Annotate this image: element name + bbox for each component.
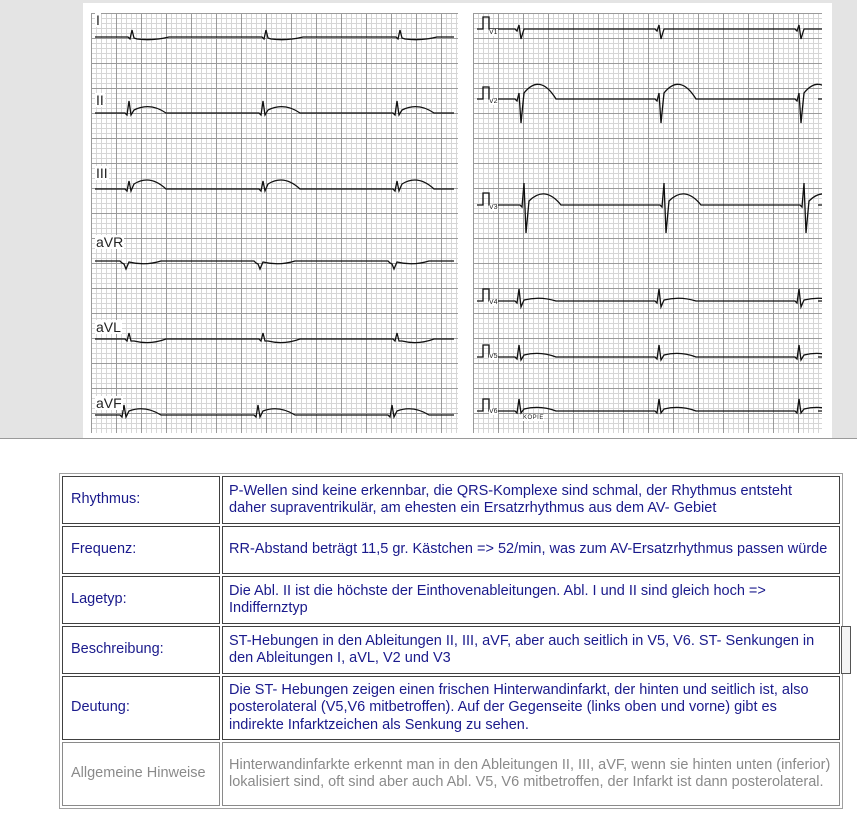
row-text: Die ST- Hebungen zeigen einen frischen Hinterwandinfarkt, der hinten und seitlich ist, also posterolateral (V5,V6 mitbetroffen). Auf der Gegenseite (links oben und vorne) gibt es indirekte Infarktzeichen als Senkung zu sehen. <box>222 676 840 740</box>
trace-lead-avr <box>95 261 454 269</box>
trace-lead-v5 <box>477 345 822 360</box>
row-label: Allgemeine Hinweise <box>62 742 220 806</box>
ecg-limb-leads-panel <box>91 13 458 433</box>
row-label: Lagetyp: <box>62 576 220 624</box>
lead-label-v5: V5 <box>489 353 498 360</box>
row-text: ST-Hebungen in den Ableitungen II, III, aVF, aber auch seitlich in V5, V6. ST- Senkungen in den Ableitungen I, aVL, V2 und V3 <box>222 626 840 674</box>
ecg-chest-traces <box>473 13 822 433</box>
lead-label-v3: V3 <box>489 204 498 211</box>
row-text: RR-Abstand beträgt 11,5 gr. Kästchen => 52/min, was zum AV-Ersatzrhythmus passen würde <box>222 526 840 574</box>
trace-lead-v3 <box>477 183 822 233</box>
scrollbar-thumb[interactable] <box>841 626 851 674</box>
copy-marker: KOPIE <box>523 415 544 421</box>
trace-lead-v1 <box>477 17 822 39</box>
lead-label-avr: aVR <box>96 234 124 250</box>
table-row <box>62 626 840 674</box>
trace-lead-v2 <box>477 84 822 123</box>
ecg-limb-traces <box>91 13 458 433</box>
lead-label-iii: III <box>96 165 108 181</box>
divider-line <box>0 438 857 439</box>
lead-label-v4: V4 <box>489 299 498 306</box>
table-row <box>62 742 840 806</box>
ecg-image <box>83 3 832 438</box>
lead-label-i: I <box>96 12 100 28</box>
row-text: Hinterwandinfarkte erkennt man in den Ableitungen II, III, aVF, wenn sie hinten unten (inferior) lokalisiert sind, oft sind aber auch Abl. V5, V6 mitbetroffen, der Infarkt ist dann posterolateral. <box>222 742 840 806</box>
table-row <box>62 576 840 624</box>
lead-label-v6: V6 <box>489 408 498 415</box>
table-row <box>62 676 840 740</box>
trace-lead-v6 <box>477 399 822 413</box>
lead-label-ii: II <box>96 92 104 108</box>
row-text: Die Abl. II ist die höchste der Einthovenableitungen. Abl. I und II sind gleich hoch => Indiffernztyp <box>222 576 840 624</box>
trace-lead-avf <box>95 405 454 417</box>
trace-lead-iii <box>95 180 454 191</box>
row-label: Frequenz: <box>62 526 220 574</box>
row-label: Beschreibung: <box>62 626 220 674</box>
lead-label-avl: aVL <box>96 319 121 335</box>
trace-lead-v4 <box>477 289 822 307</box>
lead-label-v1: V1 <box>489 29 498 36</box>
trace-lead-i <box>95 30 454 40</box>
trace-lead-avl <box>95 333 454 343</box>
ecg-chest-leads-panel <box>473 13 822 433</box>
lead-label-v2: V2 <box>489 98 498 105</box>
row-label: Rhythmus: <box>62 476 220 524</box>
lead-label-avf: aVF <box>96 395 122 411</box>
row-text: P-Wellen sind keine erkennbar, die QRS-Komplexe sind schmal, der Rhythmus entsteht daher supraventrikulär, am ehesten ein Ersatzrhythmus aus dem AV- Gebiet <box>222 476 840 524</box>
row-label: Deutung: <box>62 676 220 740</box>
trace-lead-ii <box>95 101 454 115</box>
findings-table <box>59 473 843 809</box>
table-row <box>62 476 840 524</box>
table-row <box>62 526 840 574</box>
